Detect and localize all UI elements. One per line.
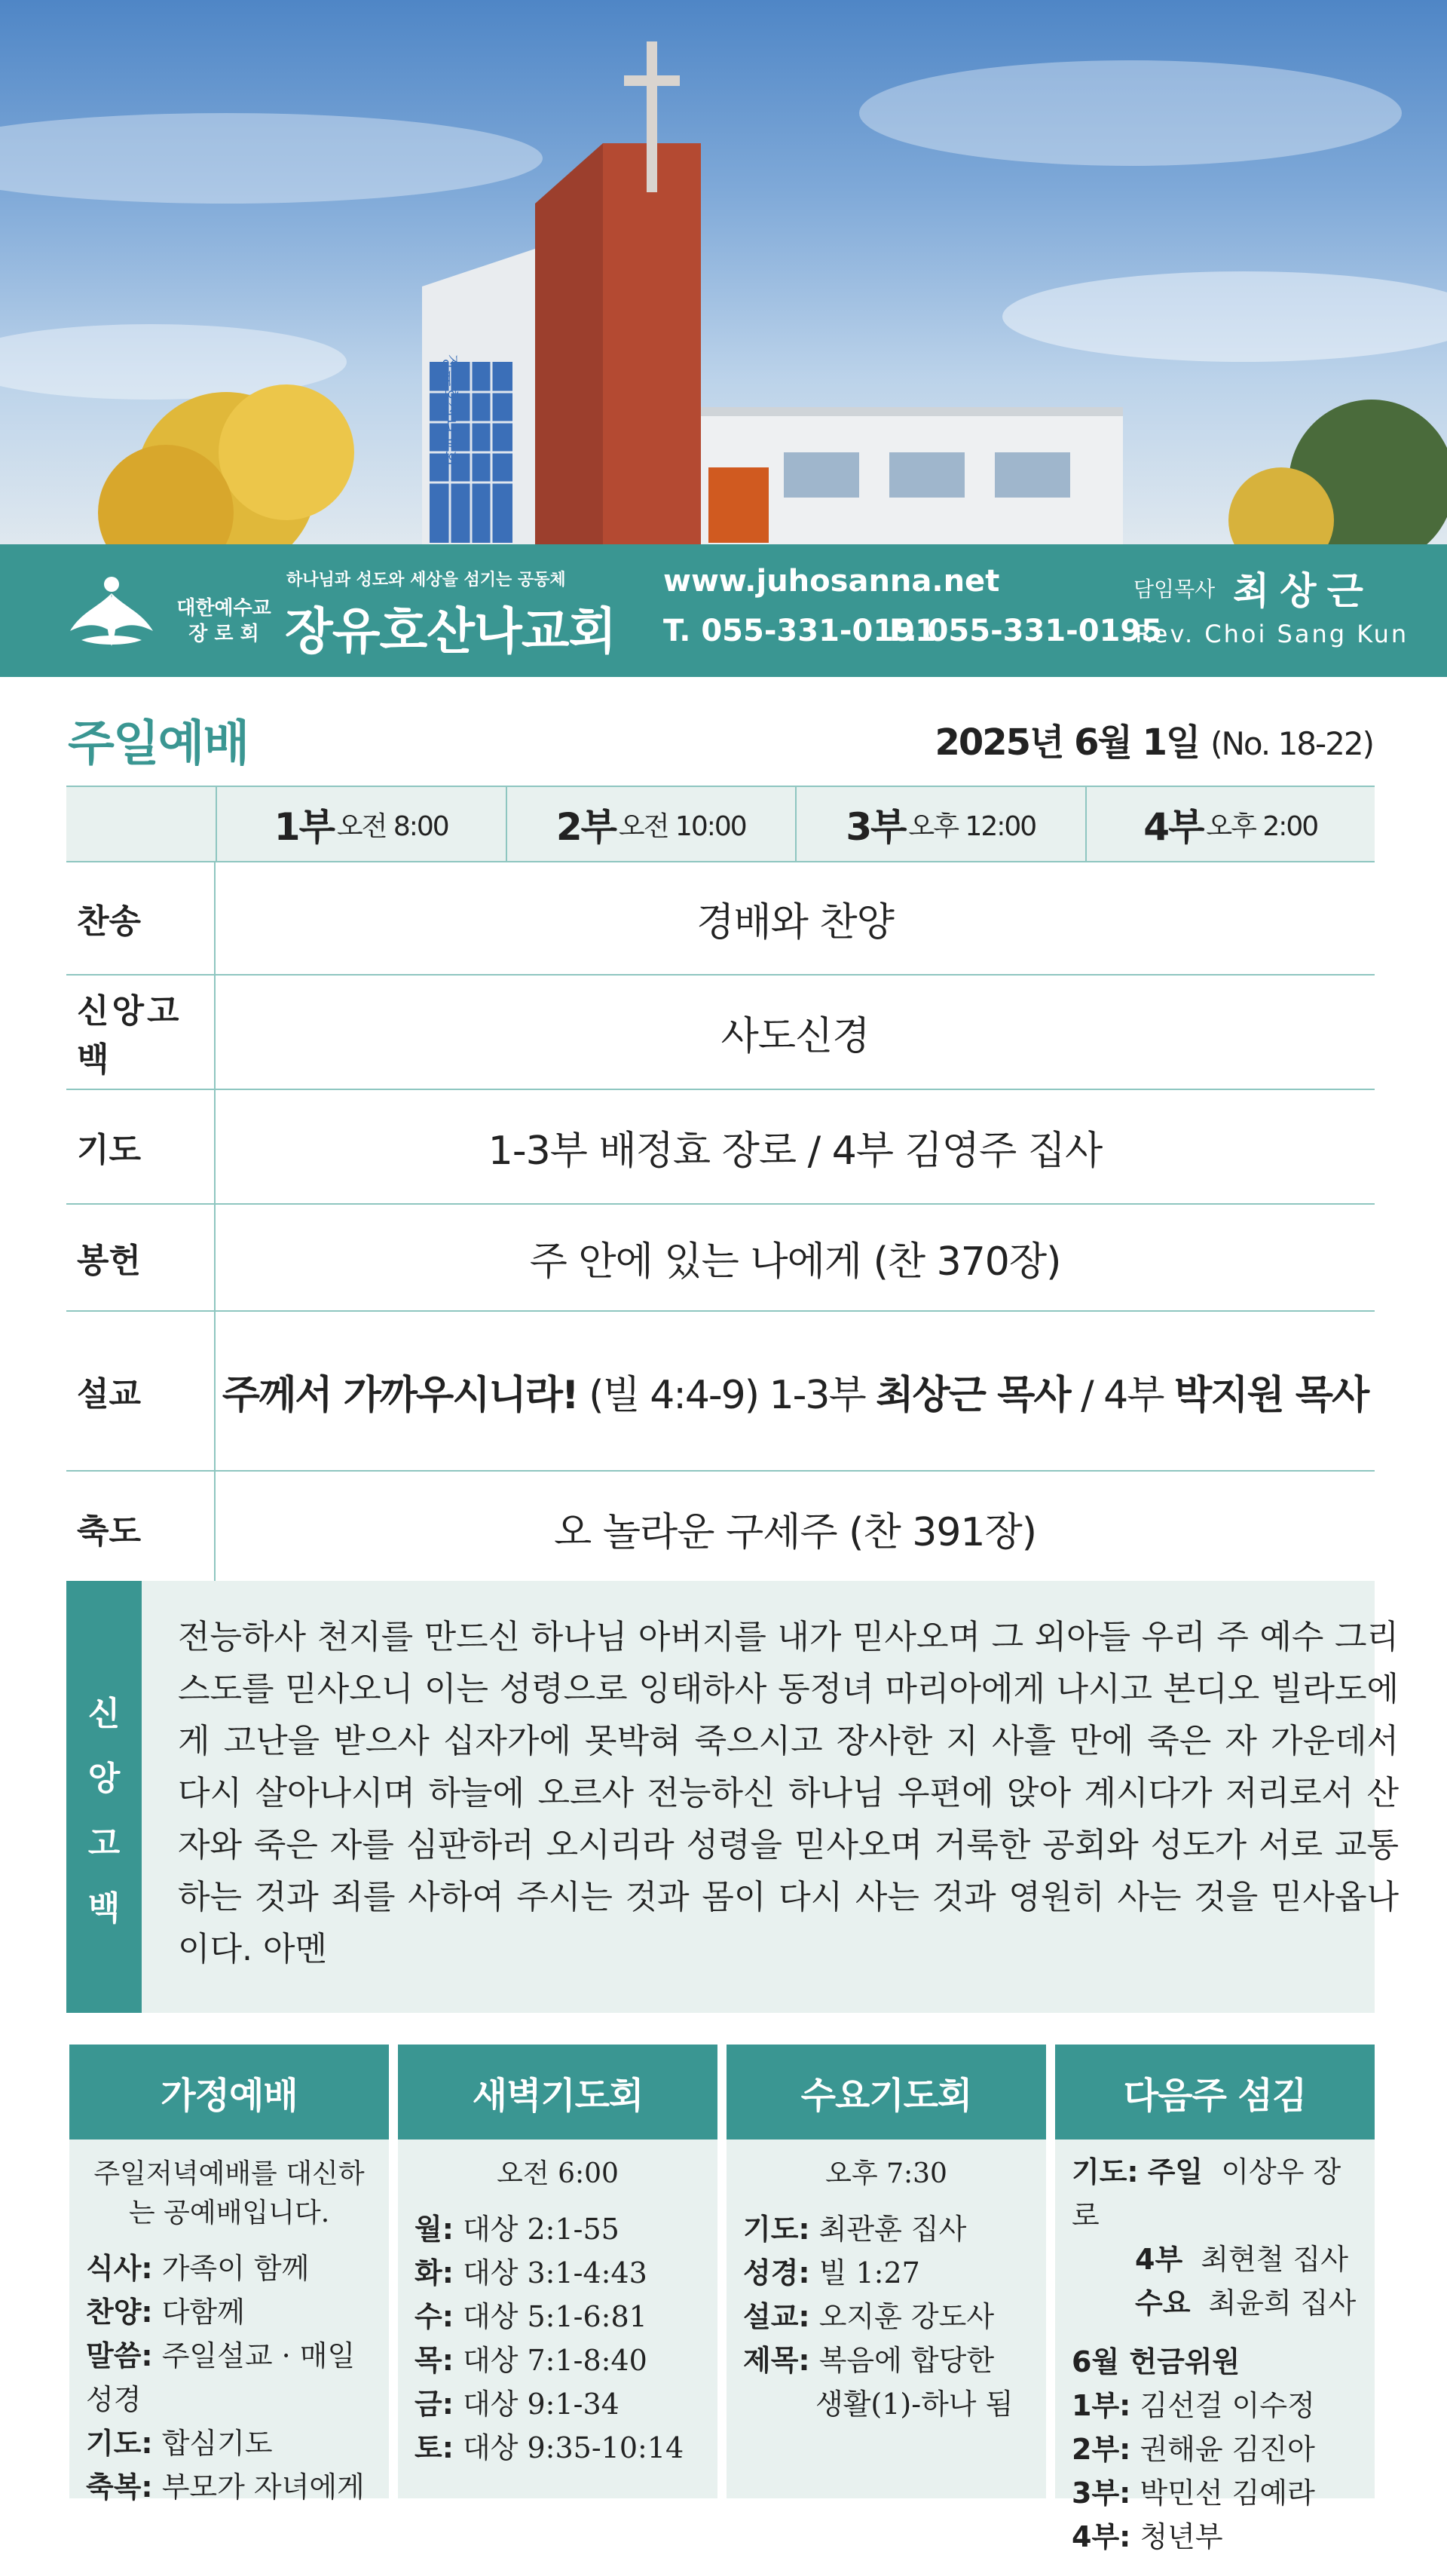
order-of-worship-table bbox=[66, 786, 1375, 1586]
creed-text: 전능하사 천지를 만드신 하나님 아버지를 내가 믿사오며 그 외아들 우리 주 예수 그리스도를 믿사오니 이는 성령으로 잉태하사 동정녀 마리아에게 나시고 본디오 빌라도에게 고난을 받으사 십자가에 못박혀 죽으시고 장사한 지 사흘 만에 죽은 자 가운데서 다시 살아나시며 하늘에 오르사 전능하신 하나님 우편에 앉아 계시다가 저리로서 산 자와 죽은 자를 심판하러 오시리라 성령을 믿사오며 거룩한 공회와 성도가 서로 교통하는 것과 죄를 사하여 주시는 것과 몸이 다시 사는 것과 영원히 사는 것을 믿사옵나이다. 아멘 bbox=[178, 1618, 1399, 1968]
label-prayer: 기도 bbox=[66, 1090, 216, 1203]
service-4: 4부 오후 2:00 bbox=[1143, 805, 1318, 849]
row-offering bbox=[66, 1205, 1375, 1312]
pastor-name-english: Rev. Choi Sang Kun bbox=[1135, 620, 1409, 648]
page-title: 주일예배 bbox=[68, 716, 249, 772]
bulletin-date: 2025년 6월 1일 (No. 18-22) bbox=[935, 721, 1373, 764]
list-item: 1부: 김선걸 이수정 bbox=[1072, 2389, 1315, 2422]
church-name: 장유호산나교회 bbox=[285, 602, 616, 660]
label-sermon: 설교 bbox=[66, 1312, 216, 1470]
building-sign: 장유호산나교회 bbox=[440, 354, 459, 467]
apostles-creed-box bbox=[66, 1581, 1399, 2013]
corner-cell bbox=[66, 787, 217, 861]
church-building-photo bbox=[0, 0, 1447, 544]
row-hymn bbox=[66, 862, 1375, 976]
phone-number: T. 055-331-0191 bbox=[663, 614, 936, 648]
list-item: 4부: 청년부 bbox=[1072, 2520, 1223, 2553]
fax-number: F. 055-331-0195 bbox=[889, 614, 1163, 648]
label-hymn: 찬송 bbox=[66, 862, 216, 974]
list-item: 금: 대상 9:1-34 bbox=[415, 2388, 619, 2421]
list-item: 성경: 빌 1:27 bbox=[743, 2256, 920, 2290]
offering-title: 6월 헌금위원 bbox=[1072, 2345, 1241, 2378]
list-item: 기도: 주일 이상우 장로 bbox=[1072, 2155, 1341, 2232]
label-creed: 신앙고백 bbox=[66, 976, 216, 1089]
dawn-prayer-title: 새벽기도회 bbox=[398, 2045, 717, 2140]
list-item: 기도: 최관훈 집사 bbox=[743, 2213, 967, 2246]
next-week-title: 다음주 섬김 bbox=[1055, 2045, 1375, 2140]
value-benediction: 오 놀라운 구세주 (찬 391장) bbox=[553, 1509, 1037, 1555]
row-creed bbox=[66, 976, 1375, 1090]
info-boxes bbox=[69, 2045, 1375, 2553]
row-sermon bbox=[66, 1312, 1375, 1472]
list-item: 2부: 권해윤 김진아 bbox=[1072, 2433, 1315, 2466]
preacher-1: 최상근 목사 bbox=[876, 1372, 1070, 1418]
wednesday-prayer-time: 오후 7:30 bbox=[825, 2158, 947, 2189]
list-item: 수: 대상 5:1-6:81 bbox=[415, 2300, 647, 2333]
value-creed: 사도신경 bbox=[720, 1013, 870, 1059]
next-week-box bbox=[1055, 2045, 1375, 2553]
service-1: 1부 오전 8:00 bbox=[217, 787, 507, 861]
list-item: 축복: 부모가 자녀에게 bbox=[86, 2470, 365, 2504]
list-item: 말씀: 주일설교 · 매일성경 bbox=[86, 2339, 356, 2416]
row-benediction bbox=[66, 1472, 1375, 1586]
family-worship-note: 주일저녁예배를 대신하는 공예배입니다. bbox=[93, 2158, 365, 2228]
label-offering: 봉헌 bbox=[66, 1205, 216, 1310]
value-hymn: 경배와 찬양 bbox=[696, 899, 894, 945]
pastor-label: 담임목사 bbox=[1133, 577, 1216, 602]
service-2: 2부 오전 10:00 bbox=[507, 787, 797, 861]
church-logo-icon bbox=[66, 571, 157, 654]
list-item: 3부: 박민선 김예라 bbox=[1072, 2476, 1315, 2510]
label-benediction: 축도 bbox=[66, 1472, 216, 1585]
list-item: 제목: 복음에 합당한 bbox=[743, 2344, 995, 2377]
list-item: 기도: 합심기도 bbox=[86, 2427, 273, 2460]
pastor-name: 최상근 bbox=[1233, 569, 1374, 613]
list-item: 식사: 가족이 함께 bbox=[86, 2252, 310, 2285]
list-item: 찬양: 다함께 bbox=[86, 2296, 245, 2329]
dawn-prayer-box bbox=[398, 2045, 717, 2498]
list-item: 생활(1)-하나 됨 bbox=[815, 2388, 1014, 2421]
service-3: 3부 오후 12:00 bbox=[797, 787, 1087, 861]
header-band bbox=[0, 544, 1447, 677]
row-prayer bbox=[66, 1090, 1375, 1205]
list-item: 설교: 오지훈 강도사 bbox=[743, 2300, 995, 2333]
list-item: 화: 대상 3:1-4:43 bbox=[415, 2256, 647, 2290]
value-offering: 주 안에 있는 나에게 (찬 370장) bbox=[529, 1239, 1061, 1285]
sermon-separator: / 4부 bbox=[1081, 1372, 1164, 1418]
issue-number: (No. 18-22) bbox=[1210, 725, 1373, 762]
family-worship-title: 가정예배 bbox=[69, 2045, 389, 2140]
list-item: 토: 대상 9:35-10:14 bbox=[415, 2431, 684, 2464]
website-link[interactable]: www.juhosanna.net bbox=[663, 564, 1000, 599]
value-sermon bbox=[216, 1312, 1375, 1470]
list-item: 수요 최윤희 집사 bbox=[1135, 2287, 1357, 2320]
list-item: 4부 최현철 집사 bbox=[1135, 2243, 1348, 2276]
list-item: 월: 대상 2:1-55 bbox=[415, 2213, 619, 2246]
wednesday-prayer-box bbox=[727, 2045, 1046, 2498]
denomination: 대한예수교 장 로 회 bbox=[176, 597, 271, 645]
sermon-title: 주께서 가까우시니라! bbox=[222, 1372, 578, 1418]
sermon-scripture: (빌 4:4-9) 1-3부 bbox=[589, 1372, 865, 1418]
service-times-row bbox=[66, 786, 1375, 862]
wednesday-prayer-title: 수요기도회 bbox=[727, 2045, 1046, 2140]
church-motto: 하나님과 성도와 세상을 섬기는 공동체 bbox=[286, 571, 566, 590]
preacher-2: 박지원 목사 bbox=[1174, 1372, 1369, 1418]
family-worship-box bbox=[69, 2045, 389, 2504]
value-prayer: 1-3부 배정효 장로 / 4부 김영주 집사 bbox=[488, 1128, 1103, 1174]
list-item: 목: 대상 7:1-8:40 bbox=[415, 2344, 647, 2377]
dawn-prayer-time: 오전 6:00 bbox=[497, 2158, 619, 2189]
creed-side-label: 신 앙 고 백 bbox=[66, 1581, 142, 2013]
